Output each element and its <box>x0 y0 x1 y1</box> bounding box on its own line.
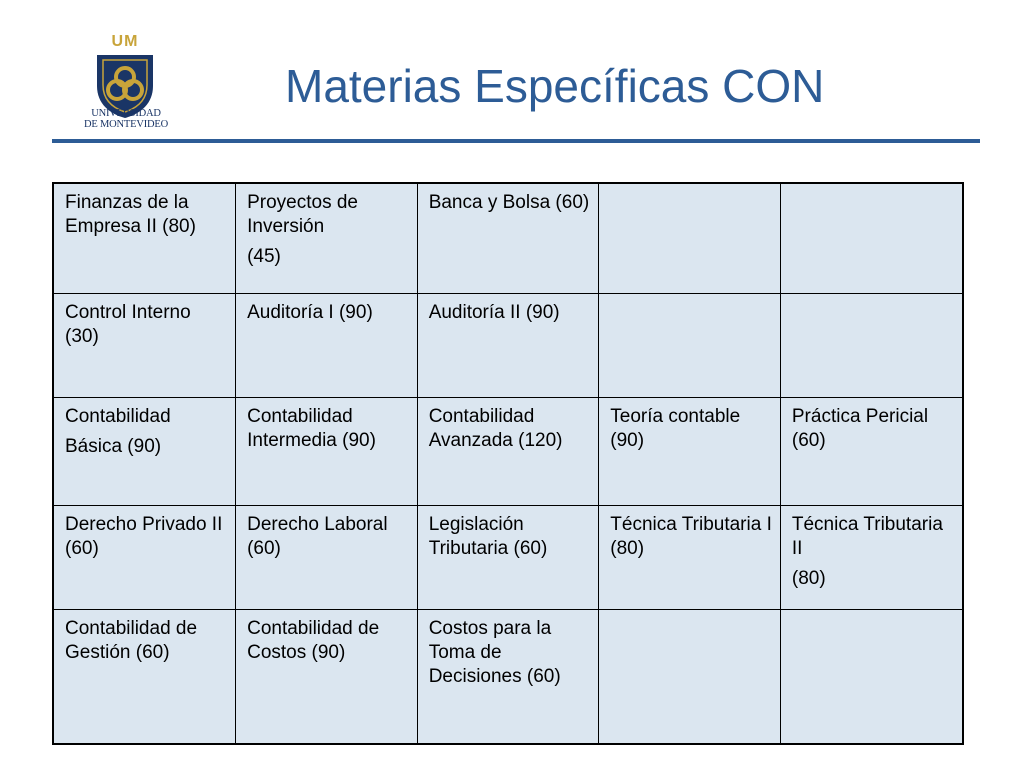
table-cell <box>54 184 236 293</box>
cell-text: Técnica Tributaria II <box>791 513 943 559</box>
table-cell <box>236 293 418 397</box>
svg-text:UM: UM <box>111 33 139 50</box>
cell-text: Auditoría II (90) <box>428 301 560 323</box>
table-row <box>54 505 962 609</box>
cell-text: Básica (90) <box>65 435 162 457</box>
logo-name-line-2: DE MONTEVIDEO <box>83 119 168 130</box>
table-cell <box>54 609 236 743</box>
table-cell <box>599 397 781 505</box>
table-row <box>54 293 962 397</box>
courses-table-container <box>52 182 964 745</box>
logo-name-line-1: UNIVERSIDAD <box>91 108 161 119</box>
table-cell <box>417 184 599 293</box>
table-cell <box>599 609 781 743</box>
cell-text: (80) <box>791 567 826 589</box>
table-cell <box>417 609 599 743</box>
cell-text: Contabilidad de Costos (90) <box>247 617 380 663</box>
table-cell <box>417 397 599 505</box>
cell-text: Legislación Tributaria (60) <box>428 513 548 559</box>
cell-text: Auditoría I (90) <box>247 301 373 323</box>
table-cell <box>54 397 236 505</box>
cell-text: Contabilidad Avanzada (120) <box>428 405 563 451</box>
cell-text: Proyectos de Inversión <box>247 192 358 237</box>
table-cell <box>236 184 418 293</box>
cell-text: Costos para la Toma de Decisiones (60) <box>428 617 561 687</box>
table-cell <box>599 505 781 609</box>
cell-text: Derecho Privado II (60) <box>65 513 223 559</box>
cell-text: Contabilidad de Gestión (60) <box>65 617 198 663</box>
table-cell <box>780 609 962 743</box>
logo-university-name <box>64 108 188 130</box>
table-row <box>54 184 962 293</box>
logo-um-wordmark <box>94 33 156 50</box>
cell-text: Control Interno (30) <box>65 301 191 347</box>
table-cell <box>599 184 781 293</box>
table-cell <box>236 609 418 743</box>
table-row <box>54 397 962 505</box>
table-cell <box>54 293 236 397</box>
cell-text: Banca y Bolsa (60) <box>428 192 590 213</box>
table-cell <box>780 293 962 397</box>
cell-text: Contabilidad Intermedia (90) <box>247 405 376 451</box>
table-cell <box>417 505 599 609</box>
cell-text: Derecho Laboral (60) <box>247 513 388 559</box>
university-logo <box>64 30 188 136</box>
table-cell <box>236 397 418 505</box>
table-cell <box>236 505 418 609</box>
table-cell <box>780 397 962 505</box>
table-cell <box>599 293 781 397</box>
table-cell <box>780 505 962 609</box>
table-cell <box>54 505 236 609</box>
table-row <box>54 609 962 743</box>
courses-table <box>54 184 962 743</box>
cell-text: Finanzas de la Empresa II (80) <box>65 192 196 237</box>
table-cell <box>780 184 962 293</box>
title-divider <box>52 139 980 143</box>
slide-title: Materias Específicas CON <box>285 60 825 112</box>
cell-text: Técnica Tributaria I (80) <box>610 513 772 559</box>
table-cell <box>417 293 599 397</box>
cell-text: Teoría contable (90) <box>610 405 741 451</box>
cell-text: (45) <box>247 246 281 267</box>
cell-text: Contabilidad <box>65 405 171 427</box>
cell-text: Práctica Pericial (60) <box>791 405 929 451</box>
